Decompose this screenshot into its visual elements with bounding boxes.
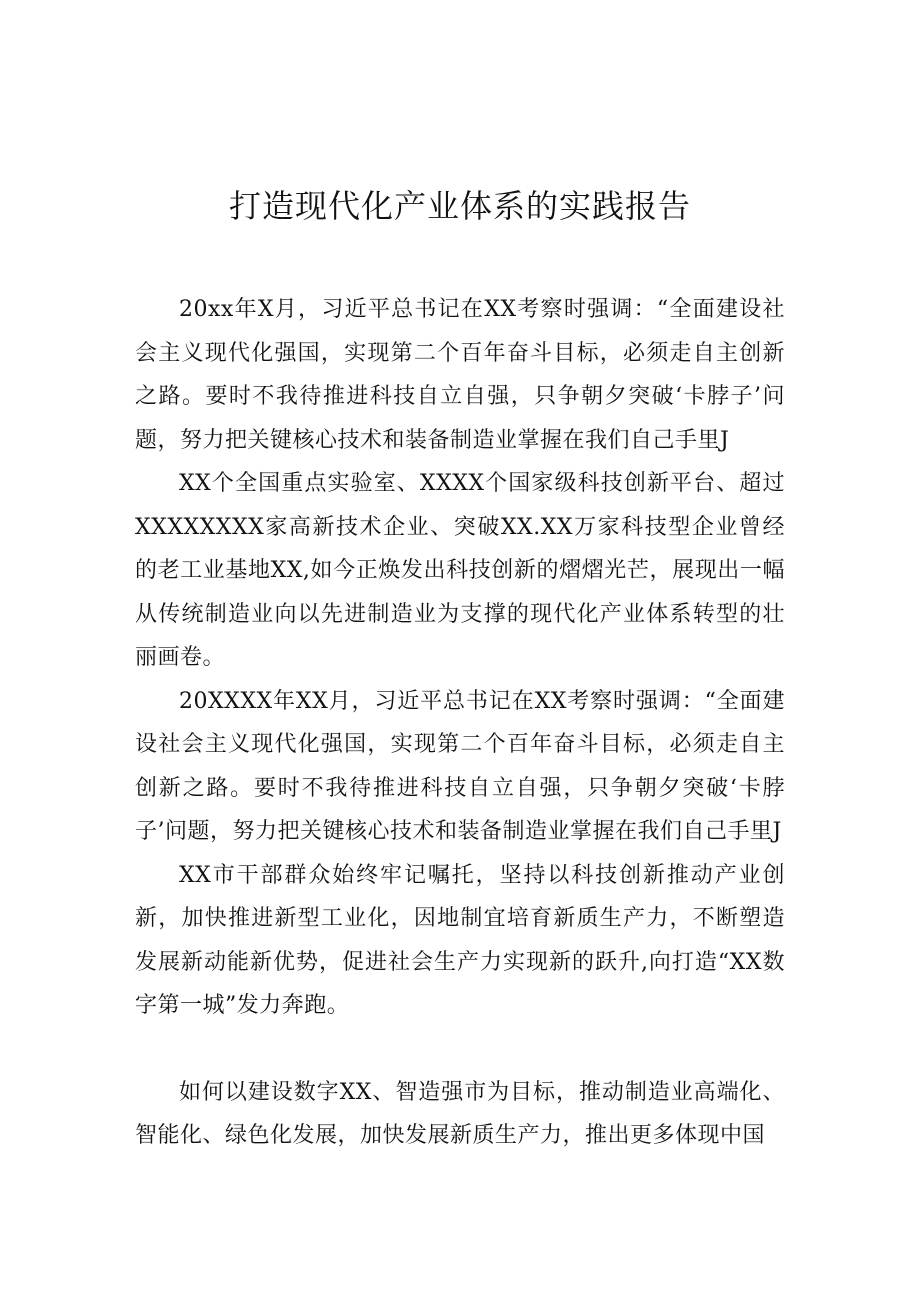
paragraph-spacer	[135, 1028, 785, 1071]
paragraph-2: XX个全国重点实验室、XXXX个国家级科技创新平台、超过XXXXXXXX家高新技术企业、突破XX.XX万家科技型企业曾经的老工业基地XX,如今正焕发出科技创新的熠熠光芒，展现出一幅从传统制造业向以先进制造业为支撑的现代化产业体系转型的壮丽画卷。	[135, 471, 785, 670]
document-title: 打造现代化产业体系的实践报告	[228, 187, 691, 225]
paragraph-4: XX市干部群众始终牢记嘱托，坚持以科技创新推动产业创新，加快推进新型工业化，因地制宜培育新质生产力，不断塑造发展新动能新优势，促进社会生产力实现新的跃升,向打造“XX数字第一城”发力奔跑。	[135, 862, 785, 1018]
paragraph-3: 20XXXX年XX月，习近平总书记在XX考察时强调：“全面建设社会主义现代化强国，实现第二个百年奋斗目标，必须走自主创新之路。要时不我待推进科技自立自强，只争朝夕突破‘卡脖子’问题，努力把关键核心技术和装备制造业掌握在我们自己手里J	[135, 688, 785, 844]
paragraph-5: 如何以建设数字XX、智造强市为目标，推动制造业高端化、智能化、绿色化发展，加快发展新质生产力，推出更多体现中国	[135, 1079, 785, 1148]
document-body	[135, 288, 785, 1158]
paragraph-1: 20xx年X月，习近平总书记在XX考察时强调：“全面建设社会主义现代化强国，实现第二个百年奋斗目标，必须走自主创新之路。要时不我待推进科技自立自强，只争朝夕突破‘卡脖子’问题，努力把关键核心技术和装备制造业掌握在我们自己手里J	[135, 297, 785, 453]
